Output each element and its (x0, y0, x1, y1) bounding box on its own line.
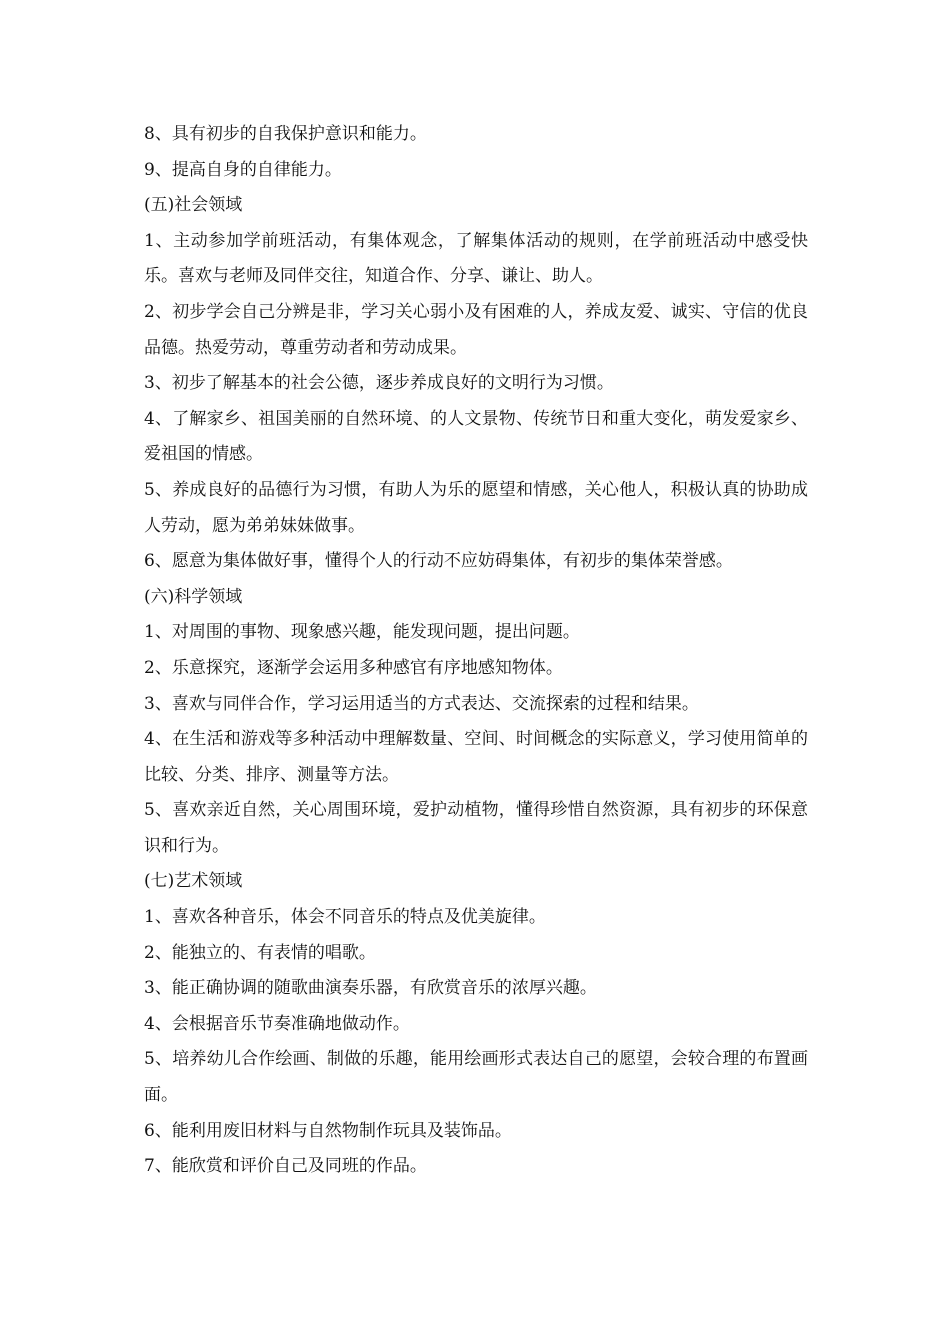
paragraph-science-1: 1、对周围的事物、现象感兴趣，能发现问题，提出问题。 (144, 622, 580, 643)
heading-social-domain: (五)社会领域 (144, 195, 243, 216)
paragraph-art-5: 5、培养幼儿合作绘画、制做的乐趣，能用绘画形式表达自己的愿望，会较合理的布置画面。 (144, 1049, 808, 1106)
paragraph-science-4: 4、在生活和游戏等多种活动中理解数量、空间、时间概念的实际意义，学习使用简单的比较、分类、排序、测量等方法。 (144, 729, 808, 785)
paragraph-self-discipline: 9、提高自身的自律能力。 (144, 159, 342, 180)
heading-art-domain: (七)艺术领域 (144, 871, 243, 892)
paragraph-science-3: 3、喜欢与同伴合作，学习运用适当的方式表达、交流探索的过程和结果。 (144, 693, 699, 714)
paragraph-social-1: 1、主动参加学前班活动，有集体观念，了解集体活动的规则，在学前班活动中感受快乐。喜欢与老师及同伴交往，知道合作、分享、谦让、助人。 (144, 230, 808, 287)
paragraph-art-4: 4、会根据音乐节奏准确地做动作。 (144, 1013, 410, 1034)
heading-science-domain: (六)科学领域 (144, 586, 243, 607)
paragraph-art-2: 2、能独立的、有表情的唱歌。 (144, 942, 376, 963)
document-body (144, 117, 808, 1185)
paragraph-art-1: 1、喜欢各种音乐，体会不同音乐的特点及优美旋律。 (144, 907, 546, 928)
paragraph-science-2: 2、乐意探究，逐渐学会运用多种感官有序地感知物体。 (144, 657, 563, 678)
paragraph-social-6: 6、愿意为集体做好事，懂得个人的行动不应妨碍集体，有初步的集体荣誉感。 (144, 551, 733, 572)
paragraph-science-5: 5、喜欢亲近自然，关心周围环境，爱护动植物，懂得珍惜自然资源，具有初步的环保意识和行为。 (144, 800, 808, 856)
paragraph-art-6: 6、能利用废旧材料与自然物制作玩具及装饰品。 (144, 1120, 512, 1141)
paragraph-social-4: 4、了解家乡、祖国美丽的自然环境、的人文景物、传统节日和重大变化，萌发爱家乡、爱祖国的情感。 (144, 408, 808, 465)
paragraph-social-5: 5、养成良好的品德行为习惯，有助人为乐的愿望和情感，关心他人，积极认真的协助成人劳动，愿为弟弟妹妹做事。 (144, 479, 808, 536)
paragraph-art-3: 3、能正确协调的随歌曲演奏乐器，有欣赏音乐的浓厚兴趣。 (144, 978, 597, 999)
paragraph-social-3: 3、初步了解基本的社会公德，逐步养成良好的文明行为习惯。 (144, 373, 614, 394)
paragraph-self-protection: 8、具有初步的自我保护意识和能力。 (144, 124, 427, 144)
paragraph-social-2: 2、初步学会自己分辨是非，学习关心弱小及有困难的人，养成友爱、诚实、守信的优良品德。热爱劳动，尊重劳动者和劳动成果。 (144, 301, 808, 358)
paragraph-art-7: 7、能欣赏和评价自己及同班的作品。 (144, 1156, 427, 1177)
